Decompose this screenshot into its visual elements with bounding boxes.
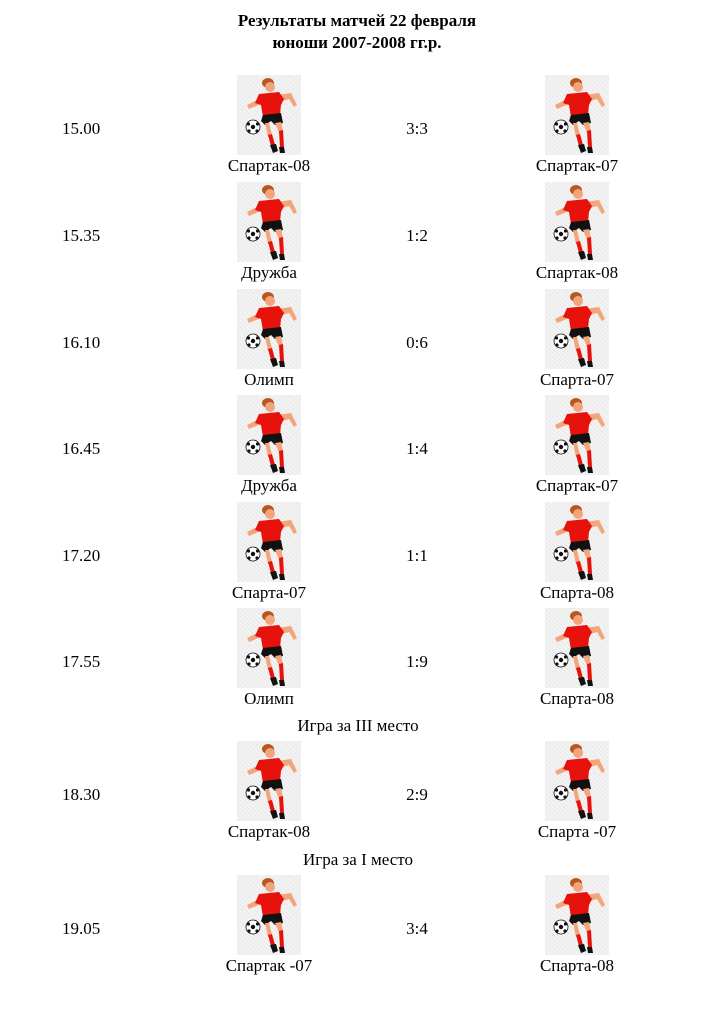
- soccer-player-icon: [237, 182, 301, 262]
- away-team-name: Спарта-08: [539, 956, 615, 975]
- team-logo: [545, 395, 609, 475]
- home-team: [179, 875, 359, 977]
- section-first-place: Игра за I место: [303, 850, 413, 869]
- page-title: [0, 10, 714, 54]
- away-team: [487, 182, 667, 284]
- soccer-player-icon: [237, 75, 301, 155]
- away-team: [487, 75, 667, 177]
- home-team-name: Олимп: [244, 370, 294, 389]
- soccer-player-icon: [545, 289, 609, 369]
- home-team-name: Дружба: [241, 263, 297, 282]
- match-time: 16.10: [62, 333, 101, 352]
- away-team: [487, 289, 667, 391]
- home-team: [179, 502, 359, 604]
- section-third-place: Игра за III место: [297, 716, 419, 735]
- soccer-player-icon: [545, 608, 609, 688]
- team-logo: [545, 289, 609, 369]
- team-logo: [545, 741, 609, 821]
- match-score: 1:9: [406, 652, 428, 671]
- soccer-player-icon: [545, 395, 609, 475]
- home-team: [179, 608, 359, 710]
- away-team: [487, 502, 667, 604]
- home-team: [179, 182, 359, 284]
- soccer-player-icon: [545, 182, 609, 262]
- title-line-1: Результаты матчей 22 февраля: [237, 11, 477, 30]
- home-team-name: Дружба: [241, 476, 297, 495]
- team-logo: [237, 502, 301, 582]
- team-logo: [237, 875, 301, 955]
- soccer-player-icon: [237, 289, 301, 369]
- away-team-name: Спарта-07: [539, 370, 615, 389]
- title-line-2: юноши 2007-2008 гг.р.: [272, 33, 442, 52]
- match-row: [0, 395, 714, 495]
- team-logo: [237, 75, 301, 155]
- match-score: 2:9: [406, 785, 428, 804]
- team-logo: [545, 502, 609, 582]
- match-row: [0, 502, 714, 602]
- match-row: [0, 182, 714, 282]
- match-row: [0, 741, 714, 841]
- match-score: 3:3: [406, 119, 428, 138]
- away-team: [487, 608, 667, 710]
- home-team: [179, 741, 359, 843]
- soccer-player-icon: [545, 741, 609, 821]
- team-logo: [545, 608, 609, 688]
- soccer-player-icon: [237, 875, 301, 955]
- match-score: 0:6: [406, 333, 428, 352]
- match-time: 18.30: [62, 785, 101, 804]
- away-team: [487, 741, 667, 843]
- home-team-name: Олимп: [244, 689, 294, 708]
- match-row: [0, 875, 714, 975]
- home-team-name: Спартак-08: [227, 822, 311, 841]
- match-time: 15.35: [62, 226, 101, 245]
- match-score: 1:1: [406, 546, 428, 565]
- match-score: 1:2: [406, 226, 428, 245]
- team-logo: [237, 395, 301, 475]
- away-team-name: Спартак-08: [535, 263, 619, 282]
- match-time: 16.45: [62, 439, 101, 458]
- team-logo: [545, 875, 609, 955]
- home-team-name: Спарта-07: [231, 583, 307, 602]
- team-logo: [237, 182, 301, 262]
- match-time: 15.00: [62, 119, 101, 138]
- team-logo: [545, 75, 609, 155]
- soccer-player-icon: [545, 75, 609, 155]
- away-team-name: Спарта -07: [537, 822, 617, 841]
- away-team-name: Спарта-08: [539, 583, 615, 602]
- team-logo: [237, 741, 301, 821]
- soccer-player-icon: [237, 608, 301, 688]
- away-team: [487, 875, 667, 977]
- home-team: [179, 395, 359, 497]
- match-time: 19.05: [62, 919, 101, 938]
- soccer-player-icon: [545, 875, 609, 955]
- soccer-player-icon: [237, 741, 301, 821]
- match-score: 3:4: [406, 919, 428, 938]
- away-team: [487, 395, 667, 497]
- match-score: 1:4: [406, 439, 428, 458]
- team-logo: [545, 182, 609, 262]
- home-team: [179, 289, 359, 391]
- match-row: [0, 289, 714, 389]
- match-time: 17.20: [62, 546, 101, 565]
- soccer-player-icon: [237, 395, 301, 475]
- home-team: [179, 75, 359, 177]
- away-team-name: Спарта-08: [539, 689, 615, 708]
- team-logo: [237, 289, 301, 369]
- home-team-name: Спартак-08: [227, 156, 311, 175]
- away-team-name: Спартак-07: [535, 476, 619, 495]
- match-time: 17.55: [62, 652, 101, 671]
- soccer-player-icon: [545, 502, 609, 582]
- home-team-name: Спартак -07: [225, 956, 313, 975]
- away-team-name: Спартак-07: [535, 156, 619, 175]
- soccer-player-icon: [237, 502, 301, 582]
- team-logo: [237, 608, 301, 688]
- match-row: [0, 75, 714, 175]
- match-row: [0, 608, 714, 708]
